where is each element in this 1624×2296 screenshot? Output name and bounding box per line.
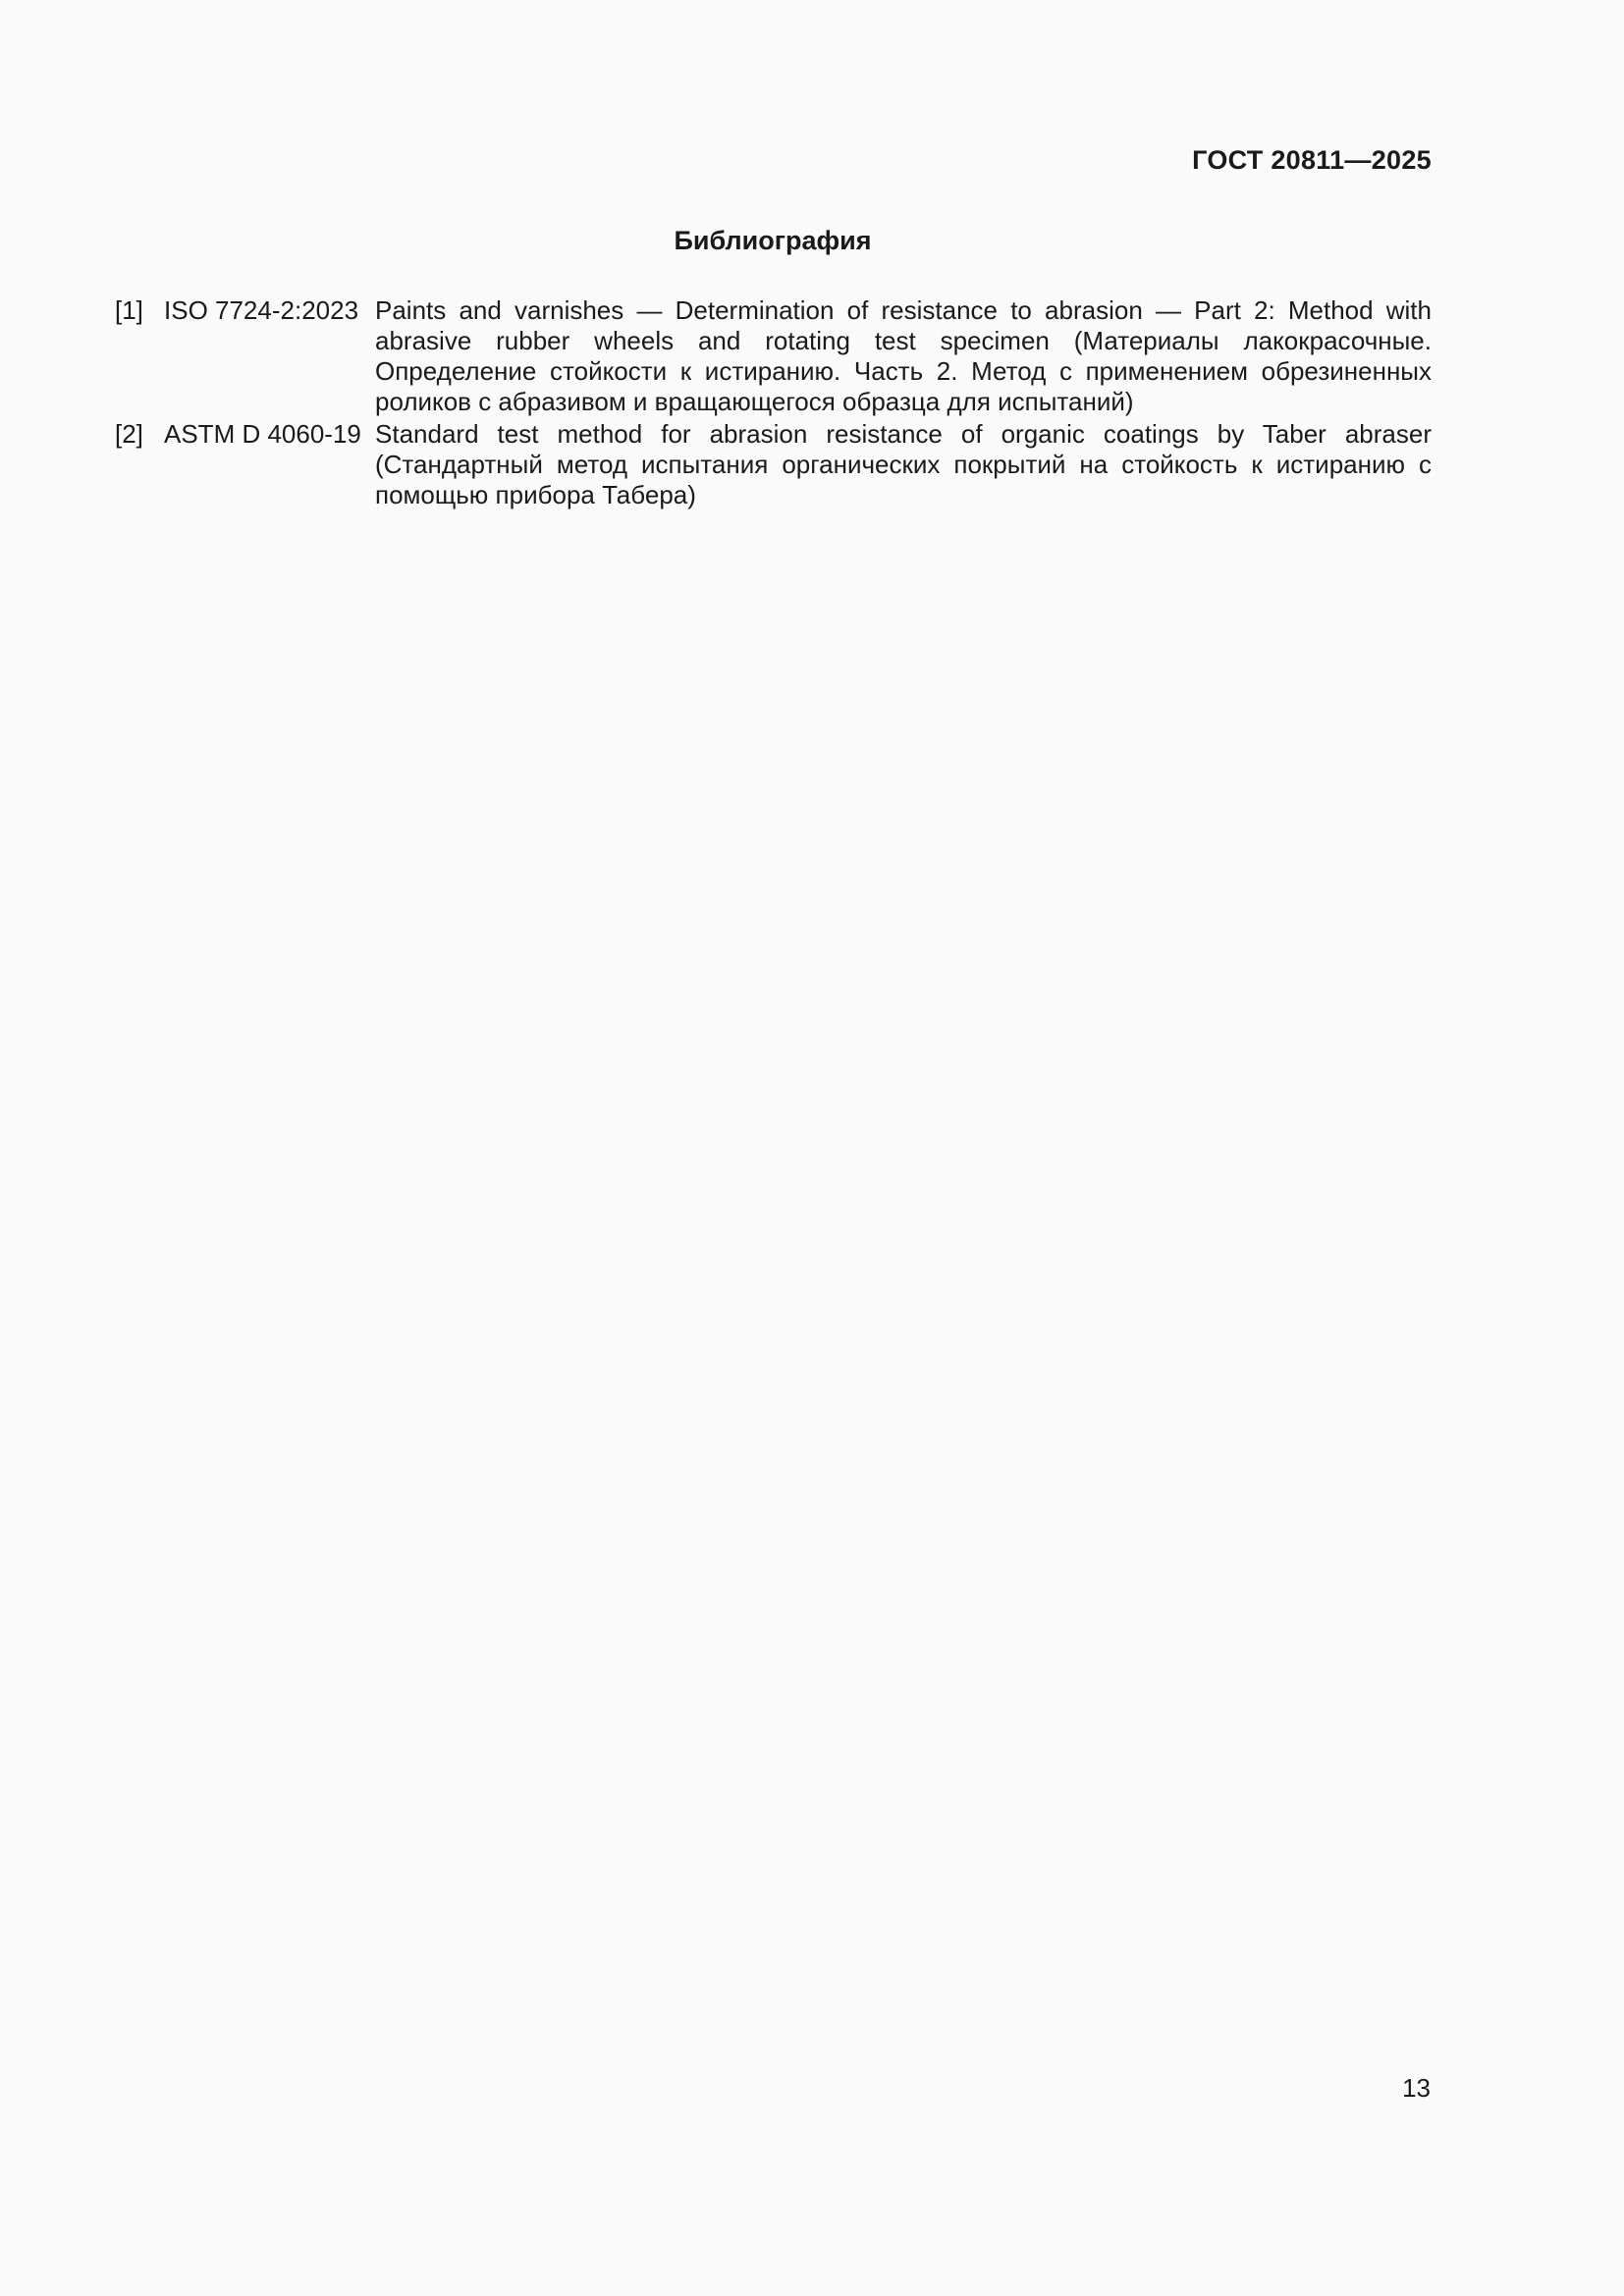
section-title: Библиография: [674, 226, 872, 255]
entry-number: [2]: [115, 419, 143, 449]
bibliography-entry: [115, 419, 1432, 510]
page-number: 13: [1402, 2073, 1431, 2103]
bibliography-list: [115, 295, 1432, 512]
entry-description: Paints and varnishes — Determination of resistance to abrasion — Part 2: Method with abrasive rubber wheels and rotating test specimen (Материалы лакокрасочные. Определение стойкости к истиранию. Часть 2. Метод с применением обрезиненных роликов с абразивом и вращающегося образца для испытаний): [375, 295, 1432, 416]
document-code: ГОСТ 20811—2025: [1192, 145, 1432, 175]
entry-description: Standard test method for abrasion resistance of organic coatings by Taber abraser (Стандартный метод испытания органических покрытий на стойкость к истиранию с помощью прибора Табера): [375, 419, 1432, 509]
entry-reference-code: ISO 7724-2:2023: [164, 295, 359, 325]
entry-reference-code: ASTM D 4060-19: [164, 419, 361, 449]
bibliography-entry: [115, 295, 1432, 417]
entry-number: [1]: [115, 295, 143, 325]
